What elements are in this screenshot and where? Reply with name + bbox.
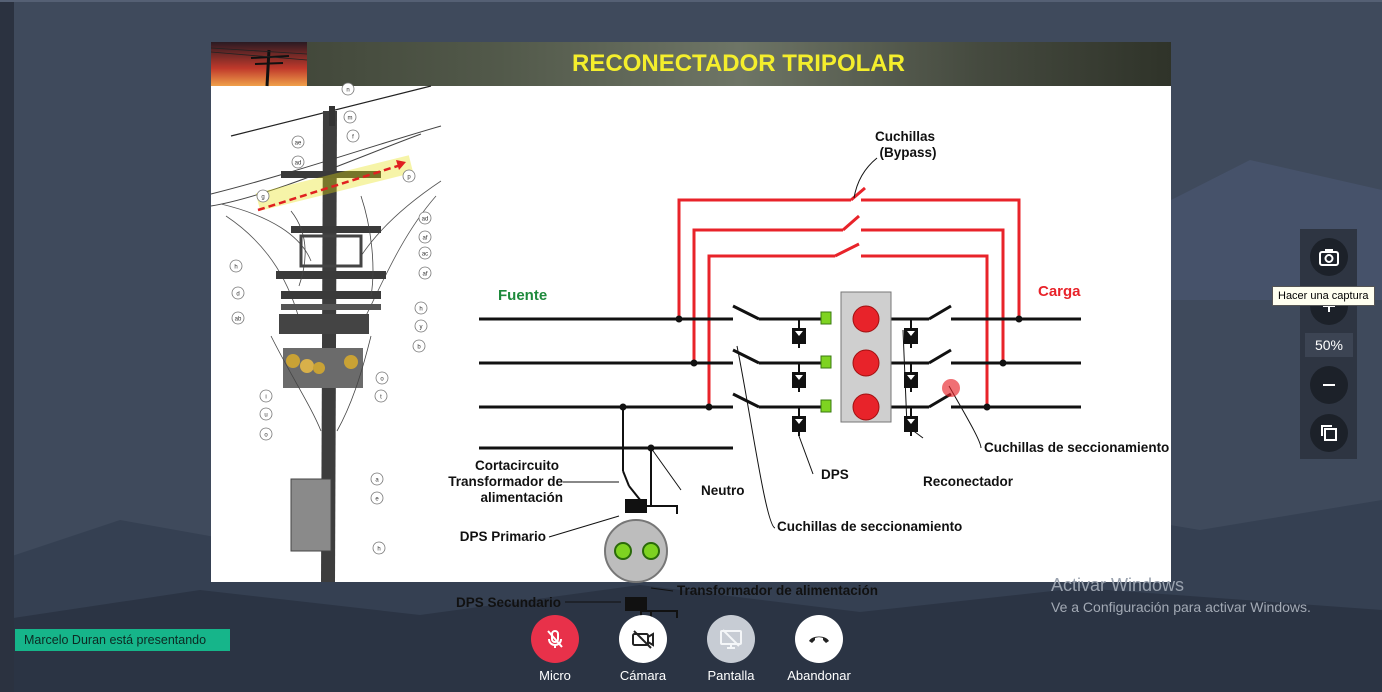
pole-tag bbox=[344, 111, 356, 123]
screenshot-button[interactable] bbox=[1310, 238, 1348, 276]
pole-tag bbox=[419, 231, 431, 243]
pole-tag bbox=[373, 542, 385, 554]
label-cortacircuito-line1: Cortacircuito bbox=[474, 458, 559, 473]
hang-up-icon bbox=[807, 632, 831, 646]
pole-tag bbox=[413, 340, 425, 352]
pole-tag bbox=[292, 156, 304, 168]
cursor-highlight bbox=[942, 379, 960, 397]
pole-tag-label: o bbox=[264, 432, 268, 439]
minus-icon bbox=[1321, 377, 1337, 393]
screenshot-tooltip: Hacer una captura bbox=[1272, 286, 1375, 306]
label-cuchillas-seccionamiento-bottom: Cuchillas de seccionamiento bbox=[777, 519, 963, 534]
pole-tag-label: n bbox=[346, 87, 350, 94]
camera-button[interactable] bbox=[619, 615, 667, 663]
pole-tag bbox=[415, 302, 427, 314]
pole-tag-label: g bbox=[261, 194, 265, 201]
label-bypass-line1: Cuchillas bbox=[874, 129, 936, 144]
leave-label: Abandonar bbox=[787, 668, 851, 683]
junction-dots bbox=[620, 316, 1023, 452]
label-cuchillas-seccionamiento-right: Cuchillas de seccionamiento bbox=[984, 440, 1170, 455]
pole-tag-label: ad bbox=[421, 216, 429, 223]
pole-tag bbox=[292, 136, 304, 148]
label-dps: DPS bbox=[821, 467, 849, 482]
phase-lines bbox=[479, 306, 1081, 448]
pole-tag-label: a bbox=[375, 477, 379, 484]
slide-title: RECONECTADOR TRIPOLAR bbox=[572, 50, 905, 77]
recloser-unit bbox=[821, 292, 891, 422]
pole-tag bbox=[371, 492, 383, 504]
mic-label: Micro bbox=[539, 668, 571, 683]
pole-tag-label: h bbox=[377, 546, 381, 553]
pole-tag bbox=[260, 428, 272, 440]
screen-button[interactable] bbox=[707, 615, 755, 663]
pole-tag-label: ae bbox=[294, 140, 302, 147]
pole-tag bbox=[376, 372, 388, 384]
pole-tag-label: m bbox=[347, 115, 353, 122]
pole-tag-label: h bbox=[234, 264, 238, 271]
presenter-badge: Marcelo Duran está presentando bbox=[15, 629, 230, 651]
label-bypass-line2: (Bypass) bbox=[879, 145, 937, 160]
label-dps-primario: DPS Primario bbox=[459, 529, 546, 544]
pole-tag bbox=[375, 390, 387, 402]
label-dps-secundario: DPS Secundario bbox=[455, 595, 561, 610]
camera-off-icon bbox=[631, 629, 655, 649]
pole-tag-label: i bbox=[265, 394, 267, 401]
pole-tag bbox=[257, 190, 269, 202]
copy-icon bbox=[1320, 424, 1338, 442]
pole-tag bbox=[260, 390, 272, 402]
pole-tag-label: o bbox=[380, 376, 384, 383]
pole-tag-label: ab bbox=[234, 316, 242, 323]
pole-tag bbox=[419, 212, 431, 224]
pole-tag-label: f bbox=[352, 134, 354, 141]
pole-tag bbox=[371, 473, 383, 485]
mic-control[interactable] bbox=[510, 615, 600, 683]
mic-off-icon bbox=[544, 628, 566, 650]
label-neutro: Neutro bbox=[701, 483, 745, 498]
screen-label: Pantalla bbox=[707, 668, 755, 683]
screen-share-icon bbox=[719, 628, 743, 650]
pole-tag bbox=[415, 320, 427, 332]
camera-icon bbox=[1319, 248, 1339, 266]
label-fuente: Fuente bbox=[498, 287, 548, 304]
pole-tag bbox=[230, 260, 242, 272]
zoom-out-button[interactable] bbox=[1310, 366, 1348, 404]
pole-tag-label: u bbox=[264, 412, 268, 419]
pole-tag-label: p bbox=[407, 174, 411, 181]
pole-tag bbox=[260, 408, 272, 420]
windows-watermark-subtitle: Ve a Configuración para activar Windows. bbox=[1051, 599, 1311, 615]
pole-tag bbox=[232, 287, 244, 299]
pole-tag-label: y bbox=[419, 324, 423, 331]
pole-tag-label: af bbox=[422, 235, 428, 242]
slide-header bbox=[211, 42, 1171, 86]
pole-tag bbox=[403, 170, 415, 182]
camera-control[interactable] bbox=[598, 615, 688, 683]
fit-button[interactable] bbox=[1310, 414, 1348, 452]
window-edge bbox=[0, 0, 14, 692]
label-transformador-alimentacion: Transformador de alimentación bbox=[677, 583, 879, 598]
screen-control[interactable] bbox=[686, 615, 776, 683]
windows-watermark-title: Activar Windows bbox=[1051, 575, 1185, 595]
pole-tag-label: ac bbox=[421, 251, 429, 258]
label-carga: Carga bbox=[1038, 283, 1081, 300]
zoom-level: 50% bbox=[1305, 333, 1353, 357]
pole-tag-label: b bbox=[417, 344, 421, 351]
pole-illustration bbox=[211, 86, 441, 582]
pole-tag bbox=[419, 267, 431, 279]
leave-button[interactable] bbox=[795, 615, 843, 663]
leave-control[interactable] bbox=[774, 615, 864, 683]
pole-tag-label: t bbox=[380, 394, 382, 401]
pole-tag bbox=[347, 130, 359, 142]
label-cortacircuito-line3: alimentación bbox=[480, 490, 563, 505]
mic-button[interactable] bbox=[531, 615, 579, 663]
pole-tag bbox=[232, 312, 244, 324]
pole-tag-label: af bbox=[422, 271, 428, 278]
pole-tag bbox=[419, 247, 431, 259]
label-reconectador: Reconectador bbox=[923, 474, 1014, 489]
pole-tag-label: e bbox=[375, 496, 379, 503]
window-top-edge bbox=[0, 0, 1382, 2]
camera-label: Cámara bbox=[619, 668, 667, 683]
pole-tag-label: h bbox=[419, 306, 423, 313]
label-cortacircuito-line2: Transformador de bbox=[448, 474, 563, 489]
zoom-panel bbox=[1300, 229, 1357, 459]
pole-tag-label: d bbox=[236, 291, 240, 298]
pole-tag-label: ad bbox=[294, 160, 302, 167]
pole-tag bbox=[342, 83, 354, 95]
